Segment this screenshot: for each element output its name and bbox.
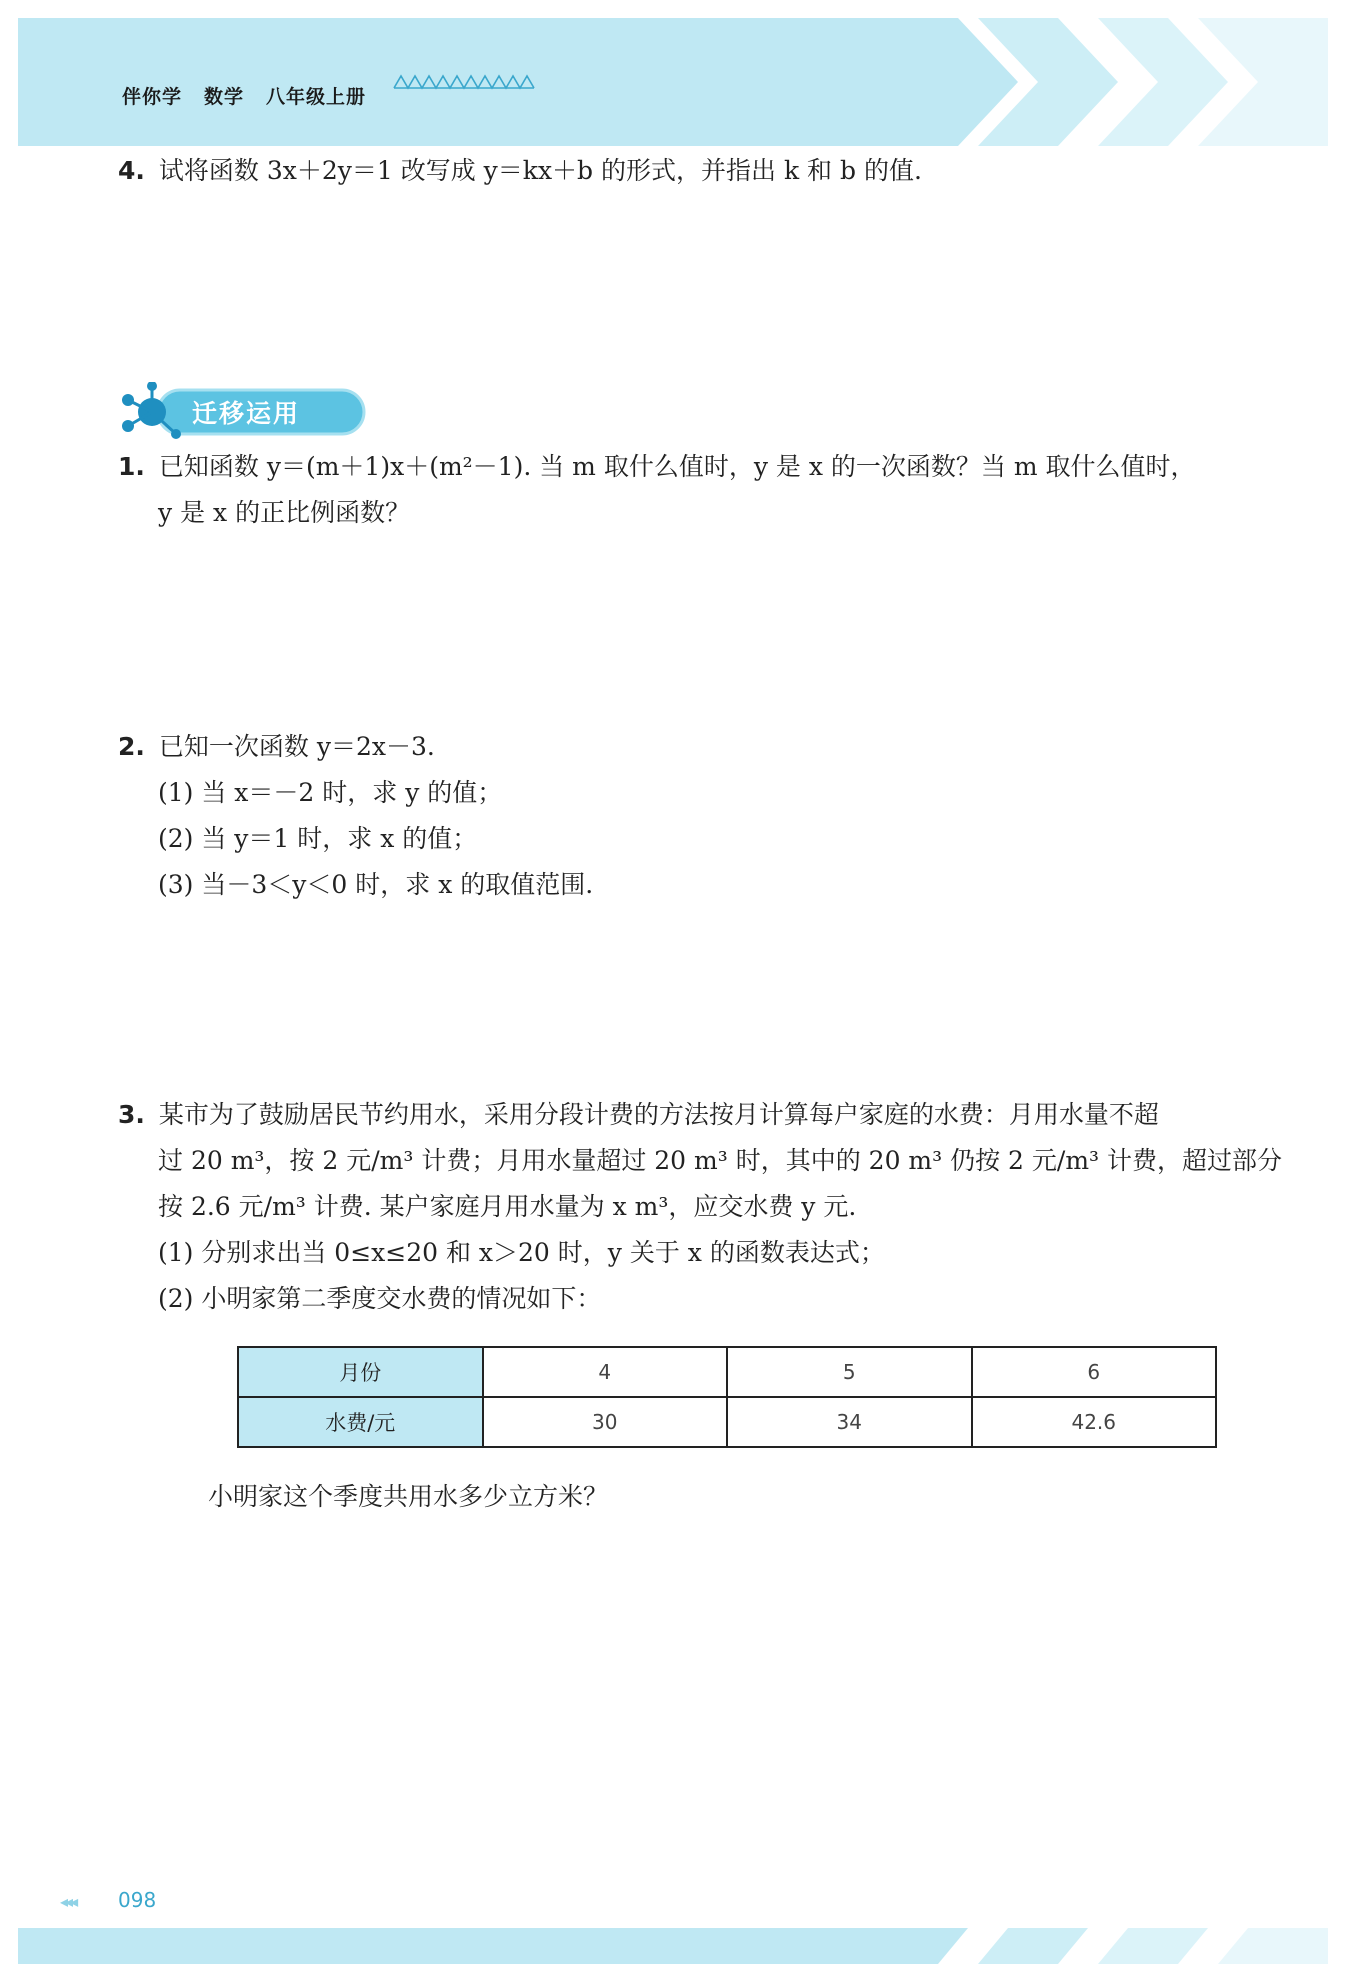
header-grade: 八年级上册	[266, 86, 367, 108]
page-header	[18, 18, 1328, 146]
question-3-part-2: (2) 小明家第二季度交水费的情况如下：	[158, 1284, 602, 1313]
question-1-number: 1.	[118, 452, 145, 481]
table-cell-month: 6	[972, 1347, 1217, 1397]
water-fee-table	[237, 1346, 1217, 1448]
question-1-line-2: y 是 x 的正比例函数？	[158, 498, 411, 527]
page-number: 098	[118, 1888, 157, 1912]
table-cell-month: 5	[727, 1347, 972, 1397]
footer-band-graphic	[18, 1928, 1328, 1964]
question-3-line-1	[118, 1092, 1159, 1138]
question-2-part-3: (3) 当－3＜y＜0 时，求 x 的取值范围.	[158, 870, 594, 899]
question-2-part-1: (1) 当 x＝－2 时，求 y 的值；	[158, 778, 503, 807]
table-cell-fee: 34	[727, 1397, 972, 1447]
table-row	[238, 1347, 1216, 1397]
question-2-part-2: (2) 当 y＝1 时，求 x 的值；	[158, 824, 478, 853]
header-subject: 数学	[204, 86, 245, 108]
question-3-line-2: 过 20 m³，按 2 元/m³ 计费；月用水量超过 20 m³ 时，其中的 20 m³ 仍按 2 元/m³ 计费，超过部分	[158, 1146, 1282, 1175]
question-2-text: 已知一次函数 y＝2x－3.	[158, 732, 435, 761]
header-series: 伴你学	[122, 86, 183, 108]
page-arrows-icon: ◂◂◂	[60, 1892, 76, 1911]
table-header-fee: 水费/元	[238, 1397, 483, 1447]
question-3-final-question: 小明家这个季度共用水多少立方米？	[208, 1482, 609, 1511]
question-3-text-1: 某市为了鼓励居民节约用水，采用分段计费的方法按月计算每户家庭的水费：月用水量不超	[158, 1100, 1159, 1129]
question-4	[118, 148, 922, 194]
question-3-number: 3.	[118, 1100, 145, 1129]
question-2-stem	[118, 724, 435, 770]
table-header-month: 月份	[238, 1347, 483, 1397]
question-2-number: 2.	[118, 732, 145, 761]
question-4-text: 试将函数 3x＋2y＝1 改写成 y＝kx＋b 的形式，并指出 k 和 b 的值.	[158, 156, 922, 185]
table-cell-fee: 30	[483, 1397, 728, 1447]
table-cell-fee: 42.6	[972, 1397, 1217, 1447]
section-title: 迁移运用	[192, 399, 301, 428]
question-3-part-1: (1) 分别求出当 0≤x≤20 和 x＞20 时，y 关于 x 的函数表达式；	[158, 1238, 885, 1267]
table-cell-month: 4	[483, 1347, 728, 1397]
question-3-line-3: 按 2.6 元/m³ 计费. 某户家庭月用水量为 x m³，应交水费 y 元.	[158, 1192, 857, 1221]
question-1-line-1	[118, 444, 1196, 490]
table-row	[238, 1397, 1216, 1447]
question-1-text-1: 已知函数 y＝(m＋1)x＋(m²－1). 当 m 取什么值时，y 是 x 的一次函数？当 m 取什么值时，	[158, 452, 1196, 481]
question-4-number: 4.	[118, 156, 145, 185]
